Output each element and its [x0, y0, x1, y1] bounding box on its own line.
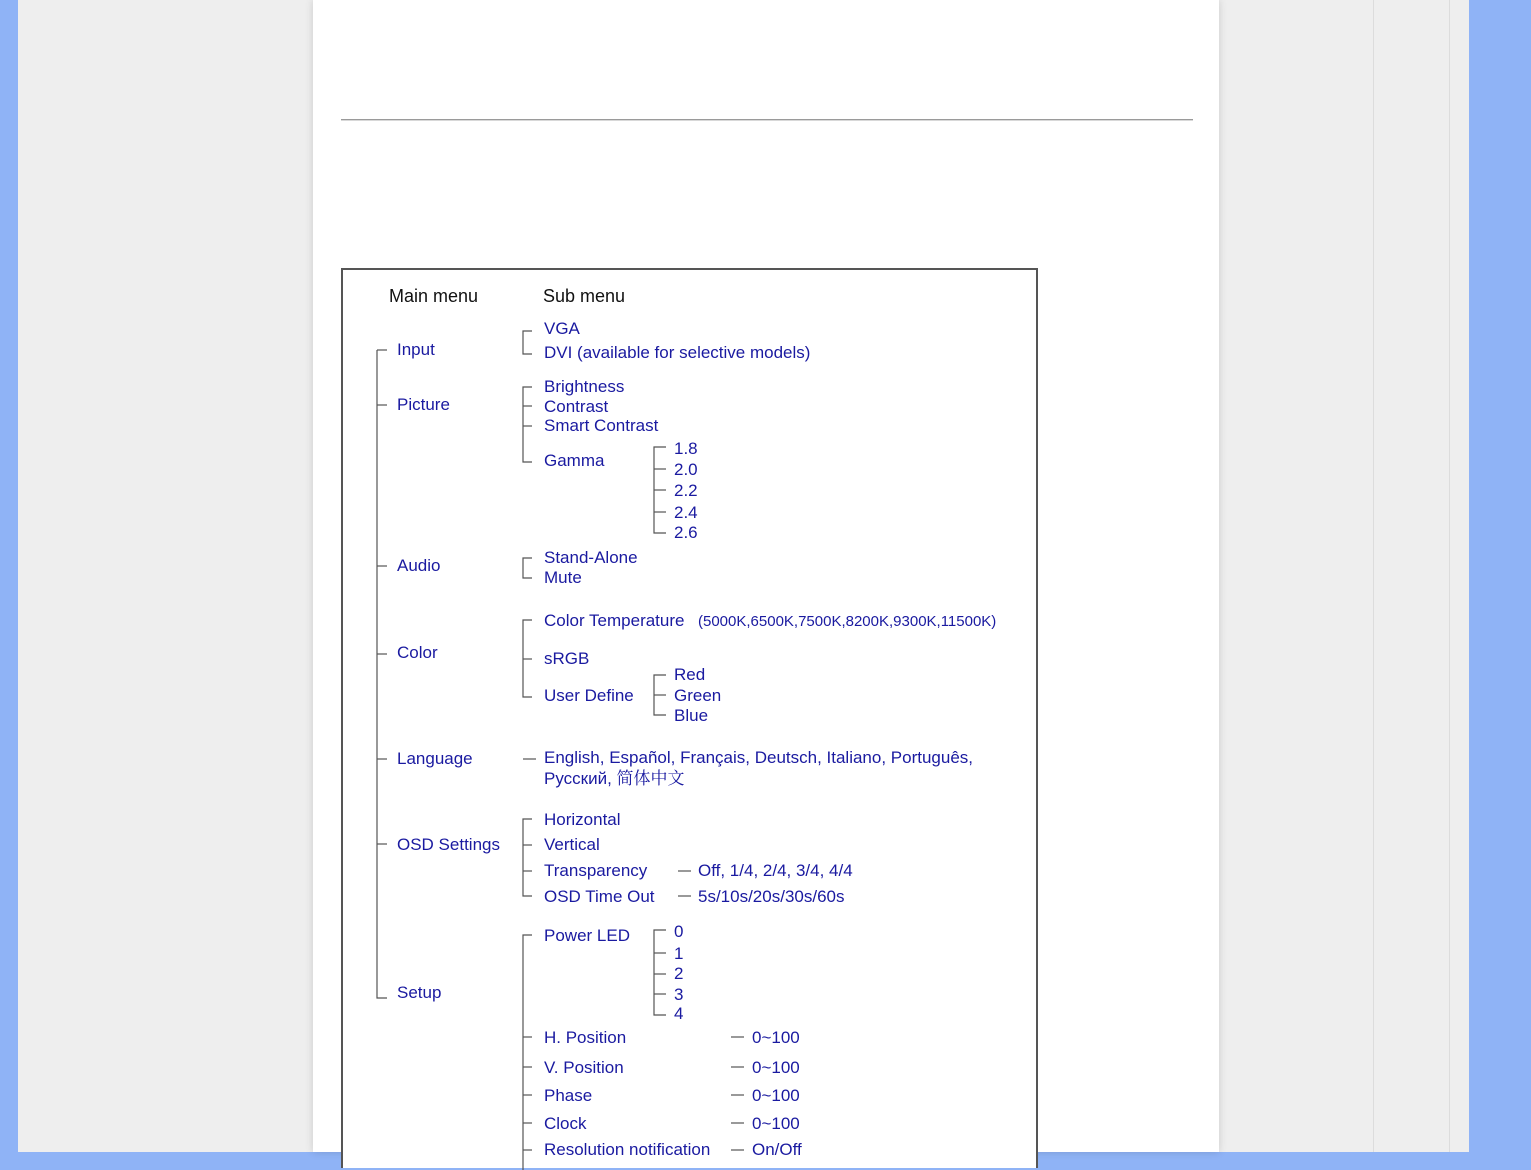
- osd-menu-tree-figure: [341, 268, 1038, 1168]
- setup-clock-range: 0~100: [752, 1114, 800, 1133]
- power-led-value: 0: [674, 922, 684, 941]
- audio-stand-alone: Stand-Alone: [544, 548, 638, 567]
- gamma-value: 2.2: [674, 481, 698, 500]
- power-led-value: 4: [674, 1004, 684, 1023]
- osd-time-out-values: 5s/10s/20s/30s/60s: [698, 887, 845, 906]
- input-dvi: DVI (available for selective models): [544, 343, 811, 362]
- right-panel-divider: [1373, 0, 1374, 1152]
- main-item-picture: Picture: [397, 395, 450, 414]
- color-temperature: Color Temperature: [544, 611, 685, 630]
- setup-clock: Clock: [544, 1114, 587, 1133]
- osd-transparency-values: Off, 1/4, 2/4, 3/4, 4/4: [698, 861, 853, 880]
- sub-menu-heading: Sub menu: [543, 286, 626, 306]
- gamma-value: 2.0: [674, 460, 698, 479]
- power-led-value: 1: [674, 944, 684, 963]
- color-user-define: User Define: [544, 686, 634, 705]
- color-temperature-values: (5000K,6500K,7500K,8200K,9300K,11500K): [698, 613, 997, 630]
- user-define-green: Green: [674, 686, 722, 705]
- user-define-blue: Blue: [674, 706, 709, 725]
- main-menu-heading: Main menu: [389, 286, 479, 306]
- main-item-language: Language: [397, 749, 473, 768]
- main-item-setup: Setup: [397, 983, 442, 1002]
- osd-vertical: Vertical: [544, 835, 600, 854]
- picture-gamma: Gamma: [544, 451, 605, 470]
- main-item-input: Input: [397, 340, 435, 359]
- main-item-audio: Audio: [397, 556, 441, 575]
- picture-brightness: Brightness: [544, 377, 625, 396]
- setup-v-position-range: 0~100: [752, 1058, 800, 1077]
- user-define-red: Red: [674, 665, 706, 684]
- main-item-color: Color: [397, 643, 438, 662]
- setup-power-led: Power LED: [544, 926, 630, 945]
- gamma-value: 2.4: [674, 503, 698, 522]
- right-panel-divider-2: [1449, 0, 1450, 1152]
- right-background: [1219, 0, 1469, 1152]
- picture-smart-contrast: Smart Contrast: [544, 416, 659, 435]
- osd-time-out: OSD Time Out: [544, 887, 655, 906]
- language-list-line2: Русский, 简体中文: [544, 769, 685, 788]
- input-vga: VGA: [544, 319, 580, 338]
- audio-mute: Mute: [544, 568, 582, 587]
- setup-resolution-notification: Resolution notification: [544, 1140, 711, 1159]
- osd-horizontal: Horizontal: [544, 810, 621, 829]
- left-background: [18, 0, 313, 1152]
- gamma-value: 2.6: [674, 523, 698, 542]
- setup-h-position-range: 0~100: [752, 1028, 800, 1047]
- power-led-value: 3: [674, 985, 684, 1004]
- osd-transparency: Transparency: [544, 861, 648, 880]
- color-srgb: sRGB: [544, 649, 590, 668]
- setup-v-position: V. Position: [544, 1058, 624, 1077]
- main-item-osd-settings: OSD Settings: [397, 835, 500, 854]
- power-led-value: 2: [674, 964, 684, 983]
- horizontal-rule: [341, 119, 1193, 121]
- setup-h-position: H. Position: [544, 1028, 627, 1047]
- setup-phase: Phase: [544, 1086, 593, 1105]
- gamma-value: 1.8: [674, 439, 698, 458]
- setup-phase-range: 0~100: [752, 1086, 800, 1105]
- language-list-line1: English, Español, Français, Deutsch, Italiano, Português,: [544, 748, 974, 767]
- setup-resolution-notification-value: On/Off: [752, 1140, 802, 1159]
- picture-contrast: Contrast: [544, 397, 609, 416]
